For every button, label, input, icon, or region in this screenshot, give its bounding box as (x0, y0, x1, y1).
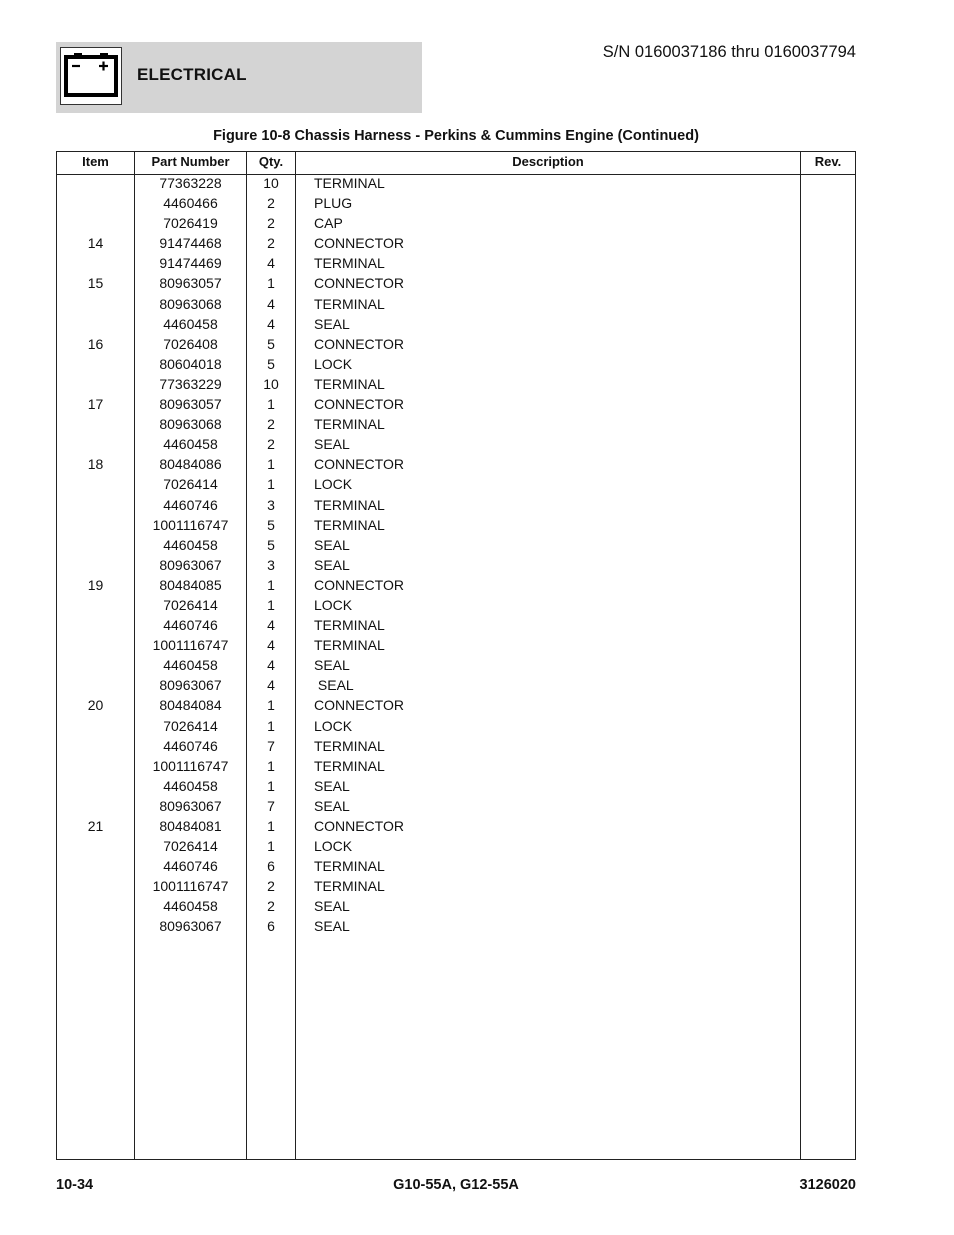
column-header-rev: Rev. (814, 154, 842, 169)
qty-cell: 7 (267, 797, 275, 814)
qty-cell: 1 (267, 757, 275, 774)
part-number-cell: 80484081 (159, 818, 222, 834)
qty-cell: 5 (267, 536, 275, 553)
item-cell: 18 (87, 456, 104, 473)
qty-cell: 1 (267, 396, 275, 413)
table-row (57, 836, 855, 856)
document-number: 3126020 (799, 1177, 856, 1193)
table-row (57, 374, 855, 394)
qty-cell: 1 (267, 275, 275, 292)
figure-title: Figure 10-8 Chassis Harness - Perkins & Cummins Engine (Continued) (213, 128, 699, 144)
description-cell: TERMINAL (314, 637, 385, 654)
battery-icon (60, 47, 122, 105)
qty-cell: 7 (267, 737, 275, 754)
part-number-cell: 80484084 (159, 697, 222, 714)
table-row (57, 675, 855, 695)
qty-cell: 1 (267, 818, 275, 834)
table-row (57, 294, 855, 314)
qty-cell: 1 (267, 596, 275, 613)
part-number-cell: 7026419 (163, 215, 218, 232)
part-number-cell: 1001116747 (152, 878, 229, 895)
qty-cell: 1 (267, 717, 275, 734)
column-header-description: Description (512, 154, 584, 169)
description-cell: LOCK (314, 717, 353, 734)
section-title: ELECTRICAL (137, 65, 247, 84)
qty-cell: 1 (267, 697, 275, 714)
qty-cell: 1 (267, 456, 275, 473)
table-row (57, 535, 855, 555)
qty-cell: 3 (267, 496, 275, 513)
part-number-cell: 7026414 (163, 717, 218, 734)
table-row (57, 273, 855, 293)
table-row (57, 776, 855, 796)
part-number-cell: 80963067 (159, 918, 222, 935)
description-cell: LOCK (314, 596, 353, 613)
qty-cell: 5 (267, 355, 275, 372)
table-row (57, 314, 855, 334)
description-cell: CONNECTOR (314, 335, 404, 352)
part-number-cell: 4460458 (163, 315, 218, 332)
description-cell: TERMINAL (314, 878, 385, 895)
serial-range: S/N 0160037186 thru 0160037794 (602, 43, 856, 61)
part-number-cell: 7026414 (163, 838, 218, 855)
description-cell: SEAL (314, 677, 354, 694)
description-cell: CONNECTOR (314, 396, 404, 413)
description-cell: CAP (314, 215, 343, 232)
part-number-cell: 80484085 (159, 576, 222, 593)
table-row (57, 354, 855, 374)
part-number-cell: 4460466 (163, 195, 218, 212)
part-number-cell: 7026408 (163, 335, 218, 352)
item-cell: 14 (87, 235, 104, 252)
description-cell: SEAL (314, 797, 350, 814)
table-row (57, 655, 855, 675)
part-number-cell: 77363229 (159, 375, 222, 392)
model-numbers: G10-55A, G12-55A (393, 1177, 519, 1193)
description-cell: CONNECTOR (314, 818, 404, 834)
table-row (57, 816, 855, 836)
section-tab (56, 42, 422, 113)
table-row (57, 193, 855, 213)
table-row (57, 876, 855, 896)
description-cell: LOCK (314, 476, 353, 493)
qty-cell: 2 (267, 436, 275, 453)
description-cell: SEAL (314, 918, 350, 935)
description-cell: TERMINAL (314, 737, 385, 754)
part-number-cell: 80963067 (159, 797, 222, 814)
item-cell: 15 (87, 275, 104, 292)
description-cell: SEAL (314, 657, 350, 674)
part-number-cell: 80963067 (159, 677, 222, 694)
description-cell: TERMINAL (314, 858, 385, 875)
qty-cell: 1 (267, 576, 275, 593)
part-number-cell: 7026414 (163, 596, 218, 613)
table-row (57, 896, 855, 916)
table-row (57, 434, 855, 454)
qty-cell: 6 (267, 858, 275, 875)
description-cell: SEAL (314, 556, 350, 573)
qty-cell: 6 (267, 918, 275, 935)
part-number-cell: 4460746 (163, 617, 218, 634)
qty-cell: 5 (267, 335, 275, 352)
description-cell: CONNECTOR (314, 235, 404, 252)
qty-cell: 4 (267, 637, 275, 654)
item-cell: 16 (87, 335, 104, 352)
qty-cell: 1 (267, 777, 275, 794)
part-number-cell: 80963068 (159, 416, 222, 433)
part-number-cell: 7026414 (163, 476, 218, 493)
part-number-cell: 4460746 (163, 496, 218, 513)
description-cell: PLUG (314, 195, 353, 212)
part-number-cell: 91474468 (159, 235, 222, 252)
table-row (57, 173, 855, 193)
qty-cell: 1 (267, 476, 275, 493)
description-cell: SEAL (314, 436, 350, 453)
table-row (57, 334, 855, 354)
part-number-cell: 4460458 (163, 657, 218, 674)
table-row (57, 474, 855, 494)
qty-cell: 2 (267, 235, 275, 252)
table-row (57, 555, 855, 575)
part-number-cell: 4460458 (163, 777, 218, 794)
table-body (57, 173, 855, 937)
part-number-cell: 1001116747 (152, 516, 229, 533)
qty-cell: 5 (267, 516, 275, 533)
part-number-cell: 80484086 (159, 456, 222, 473)
description-cell: TERMINAL (314, 295, 385, 312)
qty-cell: 4 (267, 617, 275, 634)
description-cell: TERMINAL (314, 255, 385, 272)
table-row (57, 736, 855, 756)
qty-cell: 4 (267, 677, 275, 694)
part-number-cell: 80963068 (159, 295, 222, 312)
qty-cell: 2 (267, 416, 275, 433)
table-row (57, 213, 855, 233)
table-row (57, 253, 855, 273)
table-row (57, 695, 855, 715)
item-cell: 19 (87, 576, 104, 593)
description-cell: CONNECTOR (314, 697, 404, 714)
description-cell: SEAL (314, 536, 350, 553)
table-row (57, 796, 855, 816)
description-cell: LOCK (314, 355, 353, 372)
table-row (57, 756, 855, 776)
part-number-cell: 1001116747 (152, 757, 229, 774)
part-number-cell: 80963057 (159, 396, 222, 413)
description-cell: TERMINAL (314, 175, 385, 191)
table-row (57, 394, 855, 414)
description-cell: TERMINAL (314, 496, 385, 513)
qty-cell: 2 (267, 215, 275, 232)
description-cell: SEAL (314, 777, 350, 794)
part-number-cell: 80963067 (159, 556, 222, 573)
page-number: 10-34 (56, 1177, 94, 1193)
column-header-part-number: Part Number (151, 154, 230, 169)
part-number-cell: 77363228 (159, 175, 222, 191)
description-cell: SEAL (314, 898, 350, 915)
part-number-cell: 80604018 (159, 355, 222, 372)
item-cell: 20 (87, 697, 104, 714)
table-row (57, 856, 855, 876)
description-cell: TERMINAL (314, 757, 385, 774)
qty-cell: 4 (267, 657, 275, 674)
qty-cell: 2 (267, 195, 275, 212)
qty-cell: 3 (267, 556, 275, 573)
description-cell: LOCK (314, 838, 353, 855)
qty-cell: 4 (267, 255, 275, 272)
description-cell: TERMINAL (314, 617, 385, 634)
table-row (57, 515, 855, 535)
table-row (57, 635, 855, 655)
description-cell: TERMINAL (314, 375, 385, 392)
part-number-cell: 4460458 (163, 898, 218, 915)
table-header (57, 152, 855, 175)
table-row (57, 575, 855, 595)
table-row (57, 495, 855, 515)
parts-table (56, 151, 856, 1160)
qty-cell: 2 (267, 878, 275, 895)
column-header-item: Item (82, 154, 109, 169)
description-cell: CONNECTOR (314, 576, 404, 593)
description-cell: TERMINAL (314, 416, 385, 433)
description-cell: CONNECTOR (314, 275, 404, 292)
qty-cell: 10 (263, 375, 279, 392)
item-cell: 21 (87, 818, 104, 834)
table-row (57, 454, 855, 474)
description-cell: TERMINAL (314, 516, 385, 533)
table-row (57, 716, 855, 736)
part-number-cell: 4460746 (163, 737, 218, 754)
table-row (57, 916, 855, 936)
description-cell: SEAL (314, 315, 350, 332)
qty-cell: 4 (267, 295, 275, 312)
table-row (57, 414, 855, 434)
item-cell: 17 (87, 396, 104, 413)
column-header-qty: Qty. (258, 154, 284, 169)
qty-cell: 1 (267, 838, 275, 855)
table-row (57, 233, 855, 253)
part-number-cell: 4460458 (163, 536, 218, 553)
part-number-cell: 91474469 (159, 255, 222, 272)
qty-cell: 10 (263, 175, 279, 191)
part-number-cell: 4460458 (163, 436, 218, 453)
description-cell: CONNECTOR (314, 456, 404, 473)
part-number-cell: 1001116747 (152, 637, 229, 654)
qty-cell: 2 (267, 898, 275, 915)
qty-cell: 4 (267, 315, 275, 332)
table-row (57, 615, 855, 635)
part-number-cell: 4460746 (163, 858, 218, 875)
part-number-cell: 80963057 (159, 275, 222, 292)
table-row (57, 595, 855, 615)
